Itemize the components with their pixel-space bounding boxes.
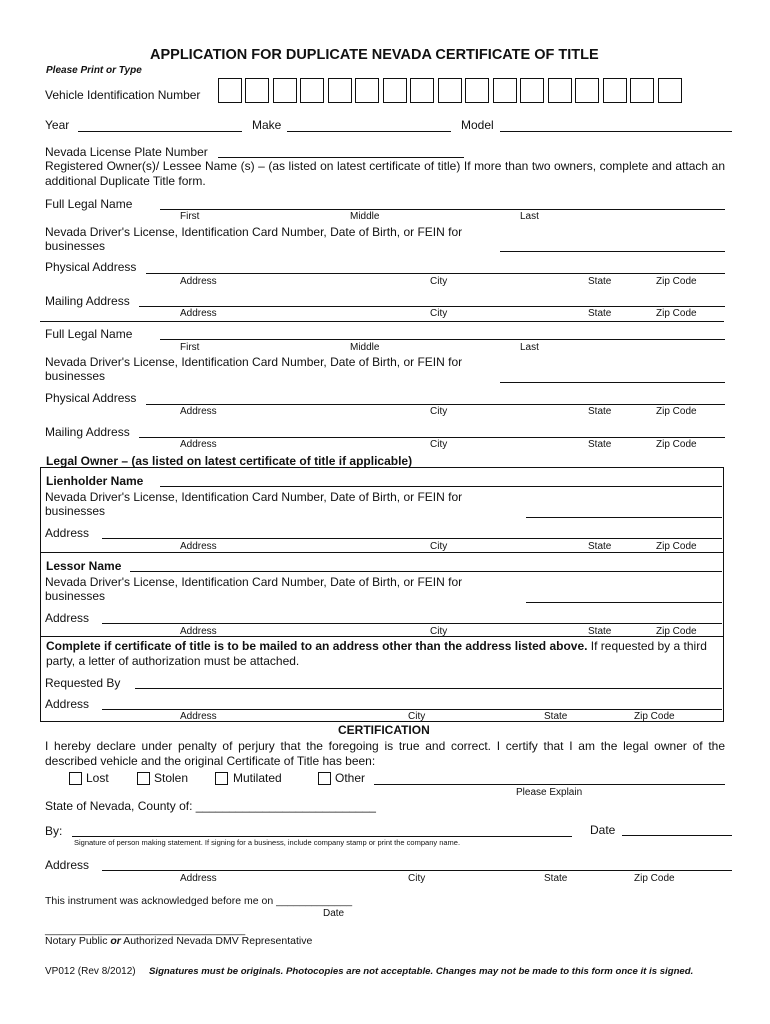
owner-1-section: [40, 192, 724, 322]
stolen-label: Stolen: [154, 771, 189, 785]
owner2-physical-address-field[interactable]: [146, 404, 725, 405]
owner2-middle-caption: Middle: [350, 342, 380, 353]
vin-box[interactable]: [575, 78, 599, 103]
caption-address: Address: [180, 541, 217, 552]
caption-state: State: [544, 873, 568, 884]
vin-box[interactable]: [410, 78, 434, 103]
owner1-last-caption: Last: [520, 211, 539, 222]
acknowledged-date-caption: Date: [323, 908, 345, 919]
other-label: Other: [335, 771, 366, 785]
mail-to-heading: [46, 639, 722, 669]
mutilated-label: Mutilated: [233, 771, 282, 785]
vin-box[interactable]: [218, 78, 242, 103]
caption-address: Address: [180, 276, 217, 287]
lost-label: Lost: [86, 771, 109, 785]
caption-city: City: [430, 276, 448, 287]
caption-address: Address: [180, 626, 217, 637]
mail-to-heading-rest: If requested by a third party, a letter of authorization must be attached.: [46, 639, 707, 668]
lienholder-label: Lienholder Name: [46, 474, 144, 488]
plate-field[interactable]: [218, 157, 464, 158]
vin-box[interactable]: [438, 78, 462, 103]
certification-declaration: I hereby declare under penalty of perjury that the foregoing is true and correct. I certify that I am the legal owner of the described vehicle and the original Certificate of Title has been:: [45, 739, 725, 768]
mail-to-address-field[interactable]: [102, 709, 722, 710]
owner2-full-name-label: Full Legal Name: [45, 327, 133, 341]
caption-city: City: [408, 873, 426, 884]
owner1-physical-address-field[interactable]: [146, 273, 725, 274]
lienholder-address-field[interactable]: [102, 538, 722, 539]
model-field[interactable]: [500, 131, 732, 132]
vin-box[interactable]: [493, 78, 517, 103]
vin-box[interactable]: [383, 78, 407, 103]
caption-zip: Zip Code: [656, 439, 697, 450]
lienholder-dl-label-2: businesses: [45, 504, 106, 518]
mail-to-heading-bold: Complete if certificate of title is to be mailed to an address other than the address listed above.: [46, 639, 588, 653]
caption-zip: Zip Code: [656, 626, 697, 637]
caption-state: State: [588, 406, 612, 417]
lessor-section: [40, 552, 724, 637]
legal-owner-heading: Legal Owner – (as listed on latest certificate of title if applicable): [46, 454, 413, 468]
acknowledged-text: This instrument was acknowledged before me on _____________: [45, 895, 353, 907]
notary-caption: [45, 936, 312, 947]
caption-zip: Zip Code: [656, 276, 697, 287]
vin-box[interactable]: [355, 78, 379, 103]
year-label: Year: [45, 118, 70, 132]
caption-zip: Zip Code: [634, 711, 675, 722]
plate-label: Nevada License Plate Number: [45, 145, 208, 159]
caption-city: City: [408, 711, 426, 722]
vin-box[interactable]: [603, 78, 627, 103]
owner1-physical-address-label: Physical Address: [45, 260, 137, 274]
other-checkbox[interactable]: [318, 772, 331, 785]
caption-city: City: [430, 439, 448, 450]
owner1-mailing-address-field[interactable]: [139, 306, 725, 307]
lessor-dl-label-2: businesses: [45, 589, 106, 603]
mutilated-checkbox[interactable]: [215, 772, 228, 785]
owner2-last-caption: Last: [520, 342, 539, 353]
owner2-dl-label-2: businesses: [45, 369, 106, 383]
owner1-full-name-field[interactable]: [160, 209, 725, 210]
vin-box[interactable]: [245, 78, 269, 103]
lienholder-address-label: Address: [45, 526, 90, 540]
vin-box[interactable]: [465, 78, 489, 103]
lienholder-dl-field[interactable]: [526, 517, 722, 518]
caption-address: Address: [180, 711, 217, 722]
caption-zip: Zip Code: [656, 406, 697, 417]
signature-field[interactable]: [72, 836, 572, 837]
vin-box[interactable]: [520, 78, 544, 103]
owner1-full-name-label: Full Legal Name: [45, 197, 133, 211]
mail-to-address-label: Address: [45, 697, 90, 711]
signer-address-label: Address: [45, 858, 90, 872]
vin-box[interactable]: [630, 78, 654, 103]
certification-heading: CERTIFICATION: [338, 723, 430, 737]
make-field[interactable]: [287, 131, 451, 132]
footer-notice: Signatures must be originals. Photocopies are not acceptable. Changes may not be made to this form once it is signed.: [149, 966, 694, 977]
caption-address: Address: [180, 873, 217, 884]
signer-address-field[interactable]: [102, 870, 732, 871]
caption-state: State: [588, 439, 612, 450]
caption-zip: Zip Code: [634, 873, 675, 884]
caption-zip: Zip Code: [656, 308, 697, 319]
lienholder-name-field[interactable]: [160, 486, 722, 487]
lessor-name-field[interactable]: [130, 571, 722, 572]
notary-signature-line: ____________________________________: [45, 925, 246, 936]
owner2-physical-address-label: Physical Address: [45, 391, 137, 405]
caption-state: State: [588, 276, 612, 287]
caption-city: City: [430, 308, 448, 319]
lessor-dl-label: Nevada Driver's License, Identification Card Number, Date of Birth, or FEIN for: [45, 575, 463, 589]
owners-instructions: Registered Owner(s)/ Lessee Name (s) – (as listed on latest certificate of title) If more than two owners, complete and attach an additional Duplicate Title form.: [45, 159, 725, 188]
owner2-dl-label: Nevada Driver's License, Identification Card Number, Date of Birth, or FEIN for: [45, 355, 463, 369]
owner2-mailing-address-field[interactable]: [139, 437, 725, 438]
owner1-middle-caption: Middle: [350, 211, 380, 222]
signature-note: Signature of person making statement. If signing for a business, include company stamp or print the company name.: [74, 838, 461, 847]
owner2-full-name-field[interactable]: [160, 339, 725, 340]
requested-by-label: Requested By: [45, 676, 121, 690]
owner2-dl-field[interactable]: [500, 382, 725, 383]
caption-address: Address: [180, 406, 217, 417]
caption-state: State: [544, 711, 568, 722]
stolen-checkbox[interactable]: [137, 772, 150, 785]
requested-by-field[interactable]: [135, 688, 722, 689]
lessor-address-label: Address: [45, 611, 90, 625]
owner1-mailing-address-label: Mailing Address: [45, 294, 130, 308]
caption-city: City: [430, 406, 448, 417]
print-note: Please Print or Type: [46, 65, 142, 76]
year-field[interactable]: [78, 131, 242, 132]
model-label: Model: [461, 118, 494, 132]
lessor-label: Lessor Name: [46, 559, 122, 573]
caption-address: Address: [180, 439, 217, 450]
owner1-dl-label: Nevada Driver's License, Identification Card Number, Date of Birth, or FEIN for: [45, 225, 463, 239]
date-label: Date: [590, 823, 616, 837]
owner1-dl-label-2: businesses: [45, 239, 106, 253]
caption-zip: Zip Code: [656, 541, 697, 552]
lienholder-dl-label: Nevada Driver's License, Identification Card Number, Date of Birth, or FEIN for: [45, 490, 463, 504]
owner2-mailing-address-label: Mailing Address: [45, 425, 130, 439]
form-title: APPLICATION FOR DUPLICATE NEVADA CERTIFICATE OF TITLE: [150, 47, 599, 63]
caption-city: City: [430, 541, 448, 552]
please-explain-caption: Please Explain: [516, 787, 583, 798]
vin-box[interactable]: [273, 78, 297, 103]
vin-box[interactable]: [658, 78, 682, 103]
notary-caption-b: Authorized Nevada DMV Representative: [120, 935, 313, 947]
by-label: By:: [45, 824, 63, 838]
owner1-dl-field[interactable]: [500, 251, 725, 252]
caption-address: Address: [180, 308, 217, 319]
date-field[interactable]: [622, 835, 732, 836]
vin-box[interactable]: [548, 78, 572, 103]
caption-state: State: [588, 308, 612, 319]
vin-box[interactable]: [300, 78, 324, 103]
lessor-dl-field[interactable]: [526, 602, 722, 603]
owner2-first-caption: First: [180, 342, 200, 353]
make-label: Make: [252, 118, 282, 132]
vin-box[interactable]: [328, 78, 352, 103]
lessor-address-field[interactable]: [102, 623, 722, 624]
caption-state: State: [588, 541, 612, 552]
notary-caption-or: or: [110, 935, 121, 947]
owner1-first-caption: First: [180, 211, 200, 222]
caption-state: State: [588, 626, 612, 637]
form-id: VP012 (Rev 8/2012): [45, 966, 136, 977]
notary-caption-a: Notary Public: [45, 935, 111, 947]
lost-checkbox[interactable]: [69, 772, 82, 785]
county-label: State of Nevada, County of: ___________________________: [45, 799, 376, 813]
vin-label: Vehicle Identification Number: [45, 88, 201, 102]
caption-city: City: [430, 626, 448, 637]
other-explain-field[interactable]: [374, 784, 725, 785]
